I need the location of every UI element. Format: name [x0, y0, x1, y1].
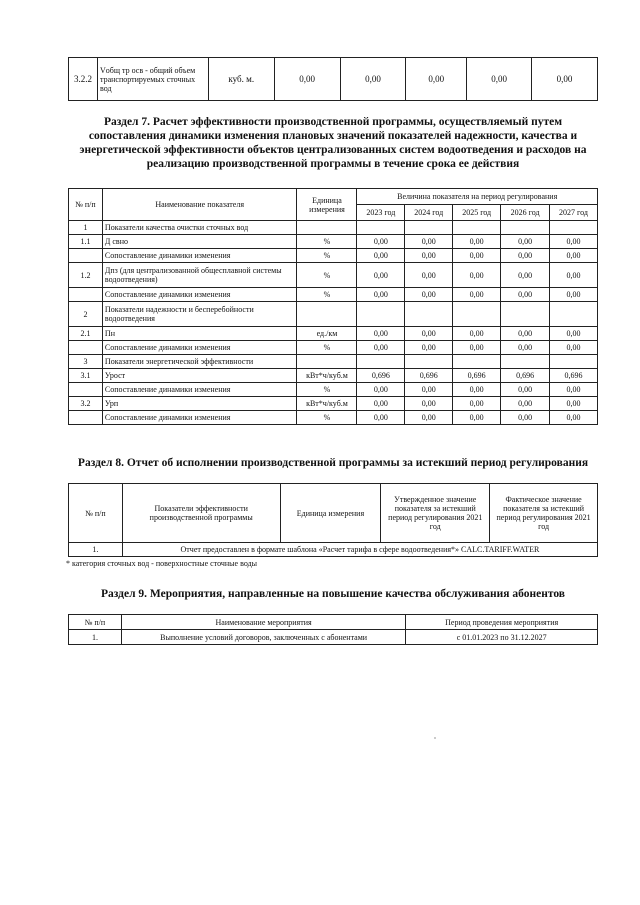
- row-value: 0,00: [453, 327, 501, 341]
- section8-table: [68, 483, 598, 557]
- table-row: [69, 235, 598, 249]
- col-year: 2024 год: [405, 205, 453, 221]
- section9-table: [68, 614, 598, 645]
- table-cell: 0,00: [532, 58, 598, 101]
- row-unit: %: [297, 341, 357, 355]
- row-value: [357, 302, 405, 327]
- table-cell: 0,00: [467, 58, 532, 101]
- row-value: 0,00: [550, 327, 598, 341]
- header-row: [69, 615, 598, 630]
- row-name: Д свно: [102, 235, 297, 249]
- row-value: 0,00: [405, 411, 453, 425]
- row-name: Сопоставление динамики изменения: [102, 383, 297, 397]
- scan-speck: [434, 737, 436, 739]
- row-value: 0,00: [501, 411, 550, 425]
- row-num: [69, 341, 103, 355]
- table-row: [69, 288, 598, 302]
- row-value: 0,00: [501, 249, 550, 263]
- row-value: 0,00: [357, 397, 405, 411]
- table-row: [69, 397, 598, 411]
- col-year: 2025 год: [453, 205, 501, 221]
- row-value: 0,00: [501, 288, 550, 302]
- row-value: 0,00: [550, 341, 598, 355]
- row-unit: %: [297, 263, 357, 288]
- table-cell: 3.2.2: [69, 58, 98, 101]
- table-cell: куб. м.: [208, 58, 274, 101]
- row-name: Сопоставление динамики изменения: [102, 288, 297, 302]
- row-value: [405, 221, 453, 235]
- row-name: Сопоставление динамики изменения: [102, 411, 297, 425]
- table-row: [69, 221, 598, 235]
- row-value: 0,00: [357, 235, 405, 249]
- table-cell: 0,00: [340, 58, 406, 101]
- row-unit: ед./км: [297, 327, 357, 341]
- row-unit: кВт*ч/куб.м: [297, 369, 357, 383]
- table-cell: Vобщ тр осв - общий объем транспортируемых сточных вод: [97, 58, 208, 101]
- row-value: 0,00: [453, 383, 501, 397]
- row-value: [550, 355, 598, 369]
- col-unit: Единица измерения: [297, 189, 357, 221]
- section7-table: [68, 188, 598, 425]
- col-period: Величина показателя на период регулирования: [357, 189, 598, 205]
- row-num: [69, 411, 103, 425]
- table-row: [69, 383, 598, 397]
- table-row: [69, 58, 598, 101]
- footnote: * категория сточных вод - поверхностные сточные воды: [66, 559, 258, 568]
- col-actual: Фактическое значение показателя за истекший период регулирования 2021 год: [490, 484, 598, 543]
- row-value: 0,00: [550, 249, 598, 263]
- row-value: 0,00: [453, 263, 501, 288]
- table-row: [69, 543, 598, 557]
- row-num: 1.: [69, 630, 122, 645]
- row-value: 0,00: [550, 411, 598, 425]
- row-unit: %: [297, 235, 357, 249]
- table-cell: 0,00: [406, 58, 467, 101]
- row-name: Показатели энергетической эффективности: [102, 355, 297, 369]
- row-value: 0,00: [405, 249, 453, 263]
- row-num: [69, 249, 103, 263]
- col-unit: Единица измерения: [280, 484, 381, 543]
- row-num: 3.2: [69, 397, 103, 411]
- row-value: 0,696: [550, 369, 598, 383]
- row-name: Сопоставление динамики изменения: [102, 249, 297, 263]
- header-row: [69, 484, 598, 543]
- row-unit: кВт*ч/куб.м: [297, 397, 357, 411]
- row-value: [501, 302, 550, 327]
- col-year: 2026 год: [501, 205, 550, 221]
- row-value: 0,00: [405, 235, 453, 249]
- col-year: 2027 год: [550, 205, 598, 221]
- row-name: Дпз (для централизованной общесплавной системы водоотведения): [102, 263, 297, 288]
- row-value: 0,00: [405, 263, 453, 288]
- row-value: 0,696: [453, 369, 501, 383]
- row-value: 0,00: [453, 288, 501, 302]
- row-num: 3: [69, 355, 103, 369]
- row-unit: [297, 302, 357, 327]
- row-value: 0,00: [405, 397, 453, 411]
- row-value: [405, 355, 453, 369]
- row-value: 0,696: [405, 369, 453, 383]
- table-row: [69, 630, 598, 645]
- row-text: Отчет предоставлен в формате шаблона «Расчет тарифа в сфере водоотведения*» CALC.TARIFF.WATER: [122, 543, 597, 557]
- col-name: Наименование мероприятия: [121, 615, 405, 630]
- row-value: 0,00: [501, 235, 550, 249]
- row-num: 1.1: [69, 235, 103, 249]
- row-value: 0,00: [501, 327, 550, 341]
- row-unit: %: [297, 411, 357, 425]
- row-value: 0,00: [357, 383, 405, 397]
- row-name: Сопоставление динамики изменения: [102, 341, 297, 355]
- row-value: 0,00: [501, 341, 550, 355]
- row-value: 0,00: [550, 288, 598, 302]
- table-cell: 0,00: [274, 58, 340, 101]
- row-value: 0,00: [550, 263, 598, 288]
- table-row: [69, 411, 598, 425]
- row-value: 0,00: [357, 249, 405, 263]
- row-value: 0,00: [501, 397, 550, 411]
- col-name: Показатели эффективности производственной программы: [122, 484, 280, 543]
- row-value: 0,696: [501, 369, 550, 383]
- table-row: [69, 355, 598, 369]
- row-value: 0,00: [453, 341, 501, 355]
- table-row: [69, 263, 598, 288]
- col-approved: Утвержденное значение показателя за истекший период регулирования 2021 год: [381, 484, 490, 543]
- col-period: Период проведения мероприятия: [406, 615, 598, 630]
- section8-title: Раздел 8. Отчет об исполнении производственной программы за истекший период регулирования: [77, 457, 589, 469]
- row-value: 0,00: [550, 383, 598, 397]
- row-value: 0,00: [405, 341, 453, 355]
- row-unit: %: [297, 383, 357, 397]
- row-unit: [297, 355, 357, 369]
- row-value: 0,00: [550, 397, 598, 411]
- row-value: 0,00: [357, 341, 405, 355]
- row-name: Урост: [102, 369, 297, 383]
- row-num: [69, 383, 103, 397]
- row-unit: [297, 221, 357, 235]
- col-num: № п/п: [69, 189, 103, 221]
- row-value: 0,00: [405, 288, 453, 302]
- table-row: [69, 341, 598, 355]
- row-unit: %: [297, 249, 357, 263]
- row-value: 0,00: [405, 383, 453, 397]
- col-name: Наименование показателя: [102, 189, 297, 221]
- row-value: 0,696: [357, 369, 405, 383]
- header-row: [69, 189, 598, 205]
- row-value: [550, 221, 598, 235]
- row-unit: %: [297, 288, 357, 302]
- section7-title: Раздел 7. Расчет эффективности производственной программы, осуществляемый путем сопоставления динамики изменения плановых значений показателей надежности, качества и энергетической эффективности объектов централизованных систем водоотведения и расходов на реализацию производственной программы в течение срока ее действия: [79, 116, 587, 170]
- row-value: [501, 355, 550, 369]
- row-value: 0,00: [501, 263, 550, 288]
- row-value: 0,00: [357, 327, 405, 341]
- section9-title: Раздел 9. Мероприятия, направленные на повышение качества обслуживания абонентов: [100, 588, 565, 600]
- row-value: [453, 302, 501, 327]
- row-value: 0,00: [453, 235, 501, 249]
- row-value: 0,00: [501, 383, 550, 397]
- row-num: 1.2: [69, 263, 103, 288]
- table-row: [69, 249, 598, 263]
- row-value: [357, 221, 405, 235]
- row-value: 0,00: [550, 235, 598, 249]
- row-name: Урп: [102, 397, 297, 411]
- col-num: № п/п: [69, 484, 123, 543]
- row-value: 0,00: [453, 249, 501, 263]
- row-name: Пн: [102, 327, 297, 341]
- row-name: Показатели качества очистки сточных вод: [102, 221, 297, 235]
- row-value: [453, 355, 501, 369]
- row-value: [453, 221, 501, 235]
- row-name: Показатели надежности и бесперебойности водоотведения: [102, 302, 297, 327]
- row-value: [550, 302, 598, 327]
- row-value: 0,00: [357, 263, 405, 288]
- row-value: [501, 221, 550, 235]
- row-num: 2: [69, 302, 103, 327]
- table-row: [69, 302, 598, 327]
- top-table: [68, 57, 598, 101]
- row-period: с 01.01.2023 по 31.12.2027: [406, 630, 598, 645]
- row-num: 1: [69, 221, 103, 235]
- row-value: [357, 355, 405, 369]
- col-year: 2023 год: [357, 205, 405, 221]
- row-name: Выполнение условий договоров, заключенных с абонентами: [121, 630, 405, 645]
- row-num: 1.: [69, 543, 123, 557]
- row-value: [405, 302, 453, 327]
- row-value: 0,00: [405, 327, 453, 341]
- row-num: 2.1: [69, 327, 103, 341]
- row-value: 0,00: [453, 411, 501, 425]
- table-row: [69, 369, 598, 383]
- row-num: [69, 288, 103, 302]
- row-value: 0,00: [453, 397, 501, 411]
- table-row: [69, 327, 598, 341]
- row-value: 0,00: [357, 411, 405, 425]
- col-num: № п/п: [69, 615, 122, 630]
- row-value: 0,00: [357, 288, 405, 302]
- row-num: 3.1: [69, 369, 103, 383]
